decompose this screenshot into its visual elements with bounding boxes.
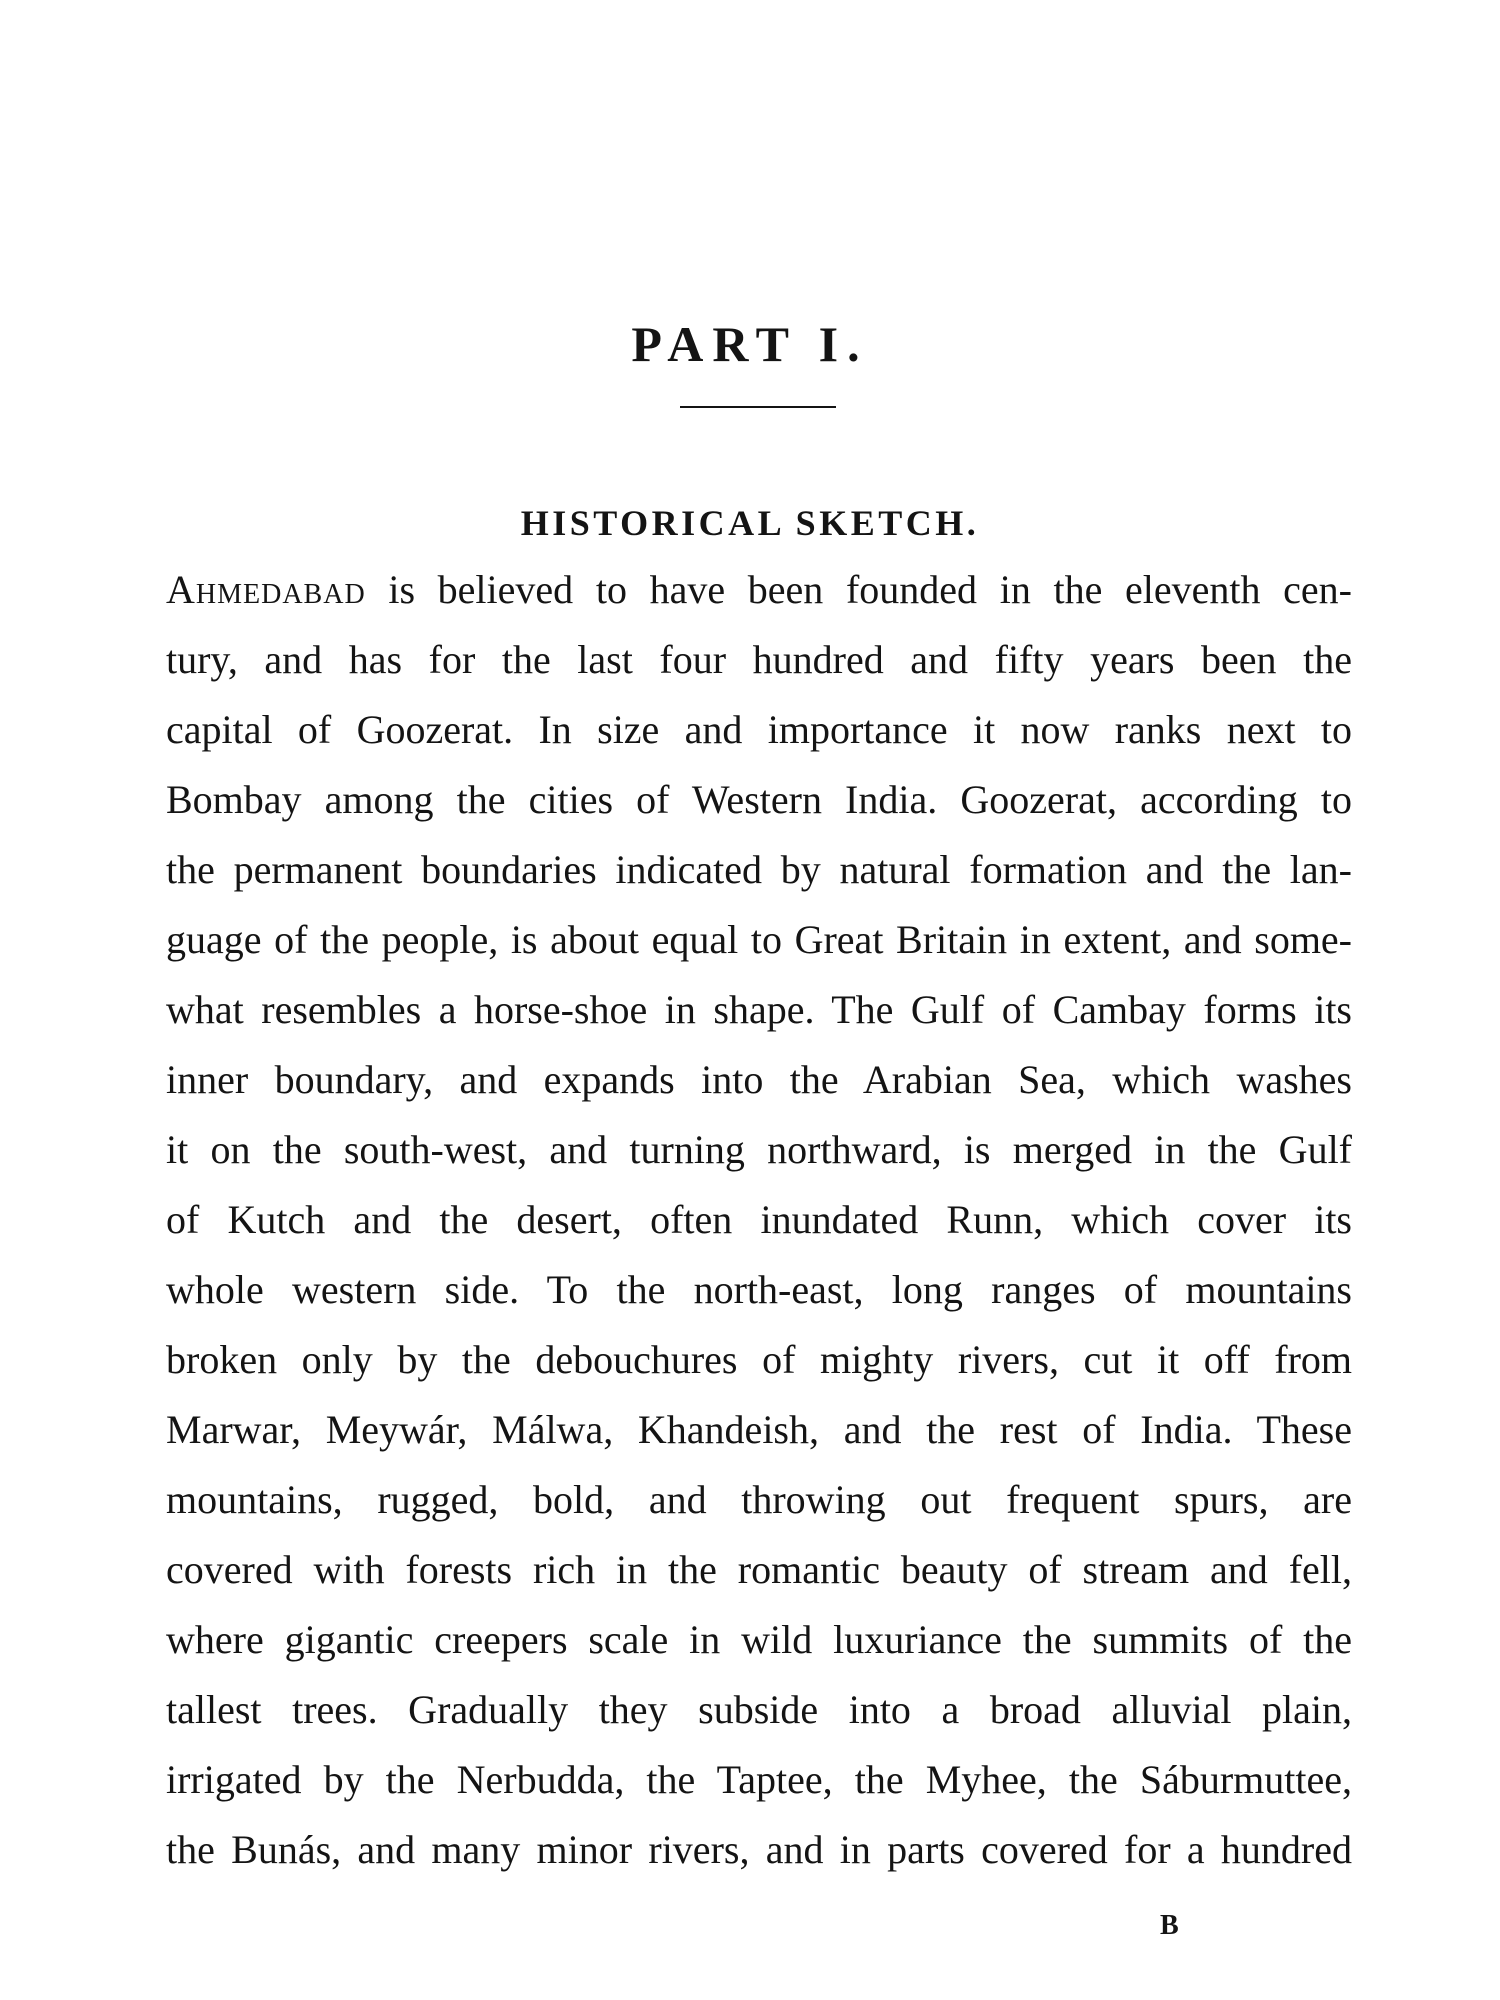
text-line: of Kutch and the desert, often inundated Runn, which cover its: [166, 1197, 1352, 1242]
text-line: capital of Goozerat. In size and importance it now ranks next to: [166, 707, 1352, 752]
text-line: guage of the people, is about equal to Great Britain in extent, and some-: [166, 917, 1352, 962]
text-line: tallest trees. Gradually they subside into a broad alluvial plain,: [166, 1687, 1352, 1732]
text-line: covered with forests rich in the romantic beauty of stream and fell,: [166, 1547, 1352, 1592]
part-title: PART I.: [631, 315, 869, 372]
text-line: mountains, rugged, bold, and throwing out frequent spurs, are: [166, 1477, 1352, 1522]
text-line: where gigantic creepers scale in wild luxuriance the summits of the: [166, 1617, 1352, 1662]
text-line: it on the south-west, and turning northward, is merged in the Gulf: [166, 1127, 1352, 1172]
text-line: Bombay among the cities of Western India. Goozerat, according to: [166, 777, 1352, 822]
text-line: whole western side. To the north-east, long ranges of mountains: [166, 1267, 1352, 1312]
signature-mark: B: [1160, 1910, 1179, 1941]
body-paragraph: [166, 555, 1352, 1885]
text-line: the permanent boundaries indicated by natural formation and the lan-: [166, 847, 1352, 892]
title-rule: [680, 406, 836, 408]
text-line-content: is believed to have been founded in the eleventh cen-: [365, 567, 1352, 612]
text-line: tury, and has for the last four hundred and fifty years been the: [166, 637, 1352, 682]
section-heading: HISTORICAL SKETCH.: [520, 502, 980, 543]
text-line: Marwar, Meywár, Málwa, Khandeish, and the rest of India. These: [166, 1407, 1352, 1452]
text-line: irrigated by the Nerbudda, the Taptee, the Myhee, the Sáburmuttee,: [166, 1757, 1352, 1802]
text-line: [166, 555, 1352, 625]
text-line: the Bunás, and many minor rivers, and in parts covered for a hundred: [166, 1827, 1352, 1872]
opening-word: Ahmedabad: [166, 567, 366, 612]
text-line: broken only by the debouchures of mighty rivers, cut it off from: [166, 1337, 1352, 1382]
text-line: what resembles a horse-shoe in shape. The Gulf of Cambay forms its: [166, 987, 1352, 1032]
text-line: inner boundary, and expands into the Arabian Sea, which washes: [166, 1057, 1352, 1102]
